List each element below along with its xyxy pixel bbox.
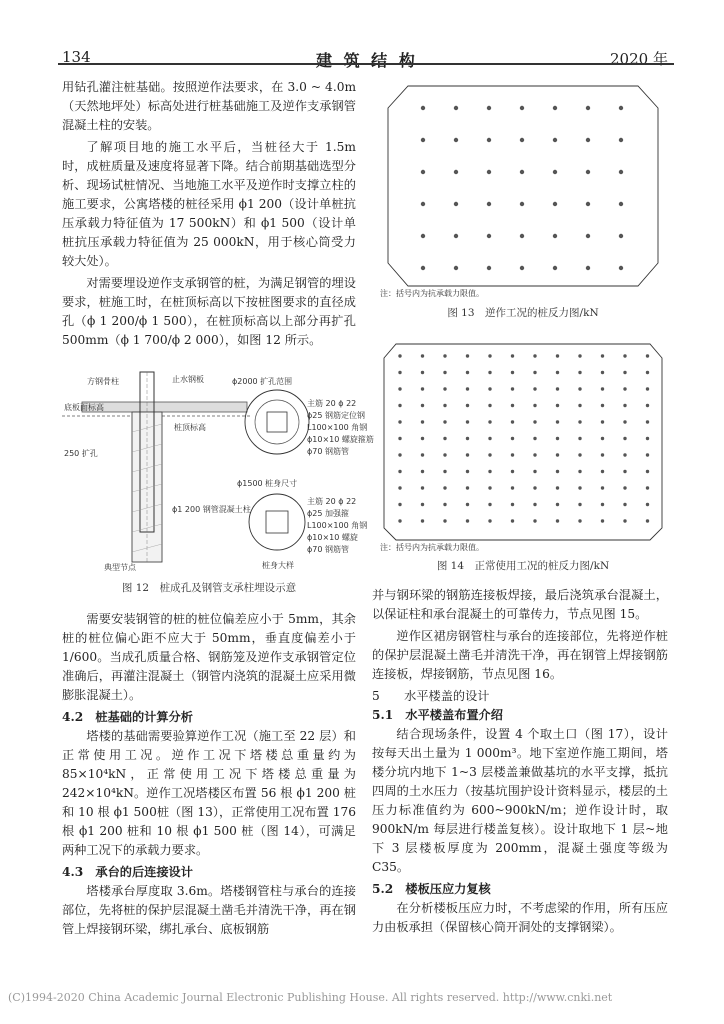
fig12-label-hole-range: ϕ2000 扩孔范围 <box>232 377 293 386</box>
pile-marker <box>511 486 514 489</box>
journal-title: 建 筑 结 构 <box>316 51 418 70</box>
pile-marker <box>488 486 491 489</box>
pile-marker <box>466 470 469 473</box>
paragraph: 塔楼的基础需要验算逆作工况（施工至 22 层）和正常使用工况。逆作工况下塔楼总重量约为 85×10⁴kN，正常使用工况下塔楼总重量为 242×10⁴kN。逆作工况塔楼区布置 56 根 ϕ1 200 桩和 10 根 ϕ1 500桩（图 13），正常使用工况布置 176 根 ϕ1 200 桩和 10 根 ϕ1 500 桩（图 14），可满足两种工况下的承载力要求。 <box>62 729 356 857</box>
pile-marker <box>398 404 401 407</box>
pile-marker <box>466 437 469 440</box>
journal-year: 2020 年 <box>610 50 668 68</box>
pile-marker <box>443 453 446 456</box>
pile-marker <box>646 486 649 489</box>
pile-marker <box>533 486 536 489</box>
paragraph: 结合现场条件，设置 4 个取土口（图 17），设计按每天出土量为 1 000m³。地下室逆作施工期间，塔楼分坑内地下 1~3 层楼盖兼做基坑的水平支撑，抵抗四周的土水压力（按基坑围护设计资料显示，楼层的土压力标准值约为 600~900kN/m；逆作设计时，取 900kN/m 每层进行楼盖复核）。设计取地下 1 层~地下 3 层楼板厚度为 200mm，混凝土强度等级为 C35。 <box>372 727 668 874</box>
pile-marker <box>454 202 458 206</box>
pile-marker <box>623 404 626 407</box>
pile-marker <box>586 202 590 206</box>
fig14-note: 注：括号内为抗承载力限值。 <box>380 543 484 552</box>
pile-marker <box>533 437 536 440</box>
pile-marker <box>454 106 458 110</box>
paragraph: 在分析楼板压应力时，不考虑梁的作用，所有压应力由板承担（保留核心筒开洞处的支撑钢梁）。 <box>372 901 668 934</box>
pile-marker <box>646 404 649 407</box>
fig12-label-steel-tube-column: ϕ1 200 钢管混凝土柱 <box>172 505 251 514</box>
pile-marker <box>586 106 590 110</box>
pile-marker <box>421 202 425 206</box>
fig12-label-angle: L100×100 角钢 <box>307 423 368 432</box>
pile-marker <box>511 503 514 506</box>
section-heading-5: 5 水平楼盖的设计 <box>372 689 490 703</box>
fig12-label-slab-level: 底板面标高 <box>64 403 104 412</box>
pile-marker <box>533 503 536 506</box>
paragraph: 需要安装钢管的桩的桩位偏差应小于 5mm，其余桩的桩位偏心距不应大于 50mm，垂直度偏差小于 1/600。当成孔质量合格、钢筋笼及逆作支承钢管定位准确后，再灌注混凝土（钢管内浇筑的混凝土应采用微膨胀混凝土）。 <box>62 612 356 702</box>
pile-marker <box>619 234 623 238</box>
pile-marker <box>601 354 604 357</box>
pile-marker <box>646 503 649 506</box>
paragraph: 逆作区裙房钢管柱与承台的连接部位，先将逆作桩的保护层混凝土凿毛并清洗干净，再在钢管上焊接钢筋连接板，焊接钢筋，节点见图 16。 <box>372 629 668 681</box>
pile-marker <box>578 420 581 423</box>
pile-marker <box>646 354 649 357</box>
pile-marker <box>601 420 604 423</box>
footer-text: (C)1994-2020 China Academic Journal Electronic Publishing House. All rights reserved. http://www.cnki.net <box>8 991 613 1004</box>
pile-marker <box>578 486 581 489</box>
pile-marker <box>578 371 581 374</box>
paragraph: 塔楼承台厚度取 3.6m。塔楼钢管柱与承台的连接部位，先将桩的保护层混凝土凿毛并清洗干净，再在钢管上焊接钢环梁，绑扎承台、底板钢筋 <box>62 884 356 936</box>
pile-marker <box>466 371 469 374</box>
page-number: 134 <box>62 48 91 66</box>
pile-marker <box>578 387 581 390</box>
pile-marker <box>619 266 623 270</box>
pile-marker <box>533 371 536 374</box>
pile-marker <box>520 266 524 270</box>
pile-marker <box>443 437 446 440</box>
pile-marker <box>443 371 446 374</box>
pile-marker <box>646 371 649 374</box>
pile-marker <box>623 503 626 506</box>
pile-marker <box>488 354 491 357</box>
fig12-label-tube: ϕ70 钢筋管 <box>307 447 349 456</box>
section-heading-4-2: 4.2 桩基础的计算分析 <box>62 710 193 724</box>
fig12-label-pile-size: ϕ1500 桩身尺寸 <box>237 479 298 488</box>
pile-reaction-map-construction <box>378 78 668 300</box>
pile-marker <box>601 453 604 456</box>
header-rule <box>58 63 674 65</box>
pile-marker <box>586 234 590 238</box>
fig12-label-main-bar: 主筋 20 ϕ 22 <box>307 399 357 408</box>
pile-marker <box>398 420 401 423</box>
fig12-label-pile-top: 桩顶标高 <box>174 423 206 432</box>
pile-marker <box>623 519 626 522</box>
pile-marker <box>553 138 557 142</box>
fig12-label-spiral-2: ϕ10×10 螺旋 <box>307 533 358 542</box>
pile-marker <box>623 453 626 456</box>
pile-reaction-map-service <box>378 336 668 552</box>
pile-marker <box>623 387 626 390</box>
pile-marker <box>466 486 469 489</box>
pile-marker <box>466 453 469 456</box>
pile-marker <box>556 519 559 522</box>
pile-marker <box>556 404 559 407</box>
pile-marker <box>578 470 581 473</box>
pile-marker <box>421 437 424 440</box>
pile-marker <box>398 354 401 357</box>
pile-marker <box>601 503 604 506</box>
pile-marker <box>623 420 626 423</box>
pile-marker <box>553 266 557 270</box>
pile-marker <box>578 354 581 357</box>
pile-marker <box>553 106 557 110</box>
section-heading-5-2: 5.2 楼板压应力复核 <box>372 882 491 896</box>
pile-marker <box>520 202 524 206</box>
fig12-label-r: 250 扩孔 <box>64 449 98 458</box>
pile-marker <box>646 387 649 390</box>
pile-marker <box>601 404 604 407</box>
pile-marker <box>443 519 446 522</box>
pile-marker <box>646 420 649 423</box>
pile-marker <box>421 453 424 456</box>
pile-marker <box>601 371 604 374</box>
pile-marker <box>487 234 491 238</box>
fig12-label-spiral: ϕ10×10 螺旋箍筋 <box>307 435 374 444</box>
pile-marker <box>466 503 469 506</box>
pile-marker <box>454 170 458 174</box>
pile-marker <box>398 371 401 374</box>
pile-marker <box>421 404 424 407</box>
pile-marker <box>487 138 491 142</box>
pile-marker <box>443 503 446 506</box>
pile-marker <box>520 106 524 110</box>
pile-marker <box>398 453 401 456</box>
fig12-label-waterstop: 止水钢板 <box>172 375 204 384</box>
pile-marker <box>511 354 514 357</box>
pile-marker <box>619 170 623 174</box>
fig12-label-main-bar-2: 主筋 20 ϕ 22 <box>307 497 357 506</box>
pile-marker <box>398 486 401 489</box>
pile-marker <box>556 453 559 456</box>
pile-marker <box>553 202 557 206</box>
pile-marker <box>556 387 559 390</box>
pile-marker <box>443 486 446 489</box>
pile-marker <box>421 387 424 390</box>
pile-marker <box>553 170 557 174</box>
pile-marker <box>421 503 424 506</box>
fig12-label-typical-node: 典型节点 <box>104 563 136 572</box>
pile-marker <box>511 470 514 473</box>
pile-marker <box>533 404 536 407</box>
pile-marker <box>578 453 581 456</box>
pile-marker <box>421 170 425 174</box>
left-column-bottom <box>62 610 356 942</box>
pile-marker <box>601 387 604 390</box>
pile-marker <box>421 519 424 522</box>
pile-marker <box>421 234 425 238</box>
pile-marker <box>487 202 491 206</box>
figure-13-caption: 图 13 逆作工况的桩反力图/kN <box>447 307 599 319</box>
pile-marker <box>556 371 559 374</box>
left-column-top <box>62 78 356 353</box>
pile-marker <box>646 437 649 440</box>
pile-marker <box>443 354 446 357</box>
fig12-label-locating-bar: ϕ25 钢筋定位钢 <box>307 411 365 420</box>
pile-marker <box>553 234 557 238</box>
pile-marker <box>511 519 514 522</box>
fig12-label-angle-2: L100×100 角钢 <box>307 521 368 530</box>
pile-marker <box>619 138 623 142</box>
pile-dots <box>398 354 649 522</box>
pile-marker <box>454 234 458 238</box>
pile-marker <box>578 519 581 522</box>
pile-marker <box>578 437 581 440</box>
pile-marker <box>421 266 425 270</box>
pile-marker <box>398 387 401 390</box>
pile-marker <box>488 519 491 522</box>
pile-marker <box>533 354 536 357</box>
pile-marker <box>421 420 424 423</box>
pile-marker <box>398 519 401 522</box>
fig12-label-pile-detail: 桩身大样 <box>262 561 294 570</box>
pile-dots <box>421 106 623 270</box>
figure-14-caption: 图 14 正常使用工况的桩反力图/kN <box>436 560 610 572</box>
pile-marker <box>487 266 491 270</box>
pile-marker <box>511 404 514 407</box>
fig13-note: 注：括号内为抗承载力限值。 <box>380 289 484 298</box>
pile-marker <box>398 437 401 440</box>
pile-marker <box>511 453 514 456</box>
pile-marker <box>556 420 559 423</box>
fig12-label-tube-2: ϕ70 钢筋管 <box>307 545 349 554</box>
pile-marker <box>466 420 469 423</box>
pile-marker <box>487 106 491 110</box>
pile-marker <box>488 453 491 456</box>
pile-marker <box>623 354 626 357</box>
pile-marker <box>421 371 424 374</box>
pile-marker <box>421 470 424 473</box>
figure-14 <box>378 336 668 552</box>
pile-marker <box>520 234 524 238</box>
pile-marker <box>398 503 401 506</box>
pile-marker <box>421 486 424 489</box>
fig12-label-stiffener: ϕ25 加强箍 <box>307 509 349 518</box>
pile-marker <box>511 437 514 440</box>
section-heading-4-3: 4.3 承台的后连接设计 <box>62 865 193 879</box>
pile-marker <box>421 138 425 142</box>
pile-marker <box>556 354 559 357</box>
pile-marker <box>454 138 458 142</box>
pile-marker <box>646 470 649 473</box>
pile-marker <box>601 437 604 440</box>
pile-marker <box>586 138 590 142</box>
pile-diagram <box>62 372 374 574</box>
pile-marker <box>556 486 559 489</box>
pile-marker <box>488 503 491 506</box>
pile-marker <box>646 453 649 456</box>
pile-marker <box>454 266 458 270</box>
pile-marker <box>421 354 424 357</box>
pile-marker <box>488 420 491 423</box>
pile-marker <box>466 519 469 522</box>
pile-marker <box>421 106 425 110</box>
pile-marker <box>511 420 514 423</box>
fig12-label-steel-column: 方钢骨柱 <box>87 377 119 386</box>
pile-marker <box>511 371 514 374</box>
pile-marker <box>398 470 401 473</box>
pile-marker <box>556 437 559 440</box>
pile-marker <box>488 404 491 407</box>
pile-marker <box>586 266 590 270</box>
pile-marker <box>466 404 469 407</box>
pile-marker <box>533 420 536 423</box>
paragraph: 并与钢环梁的钢筋连接板焊接，最后浇筑承台混凝土，以保证柱和承台混凝土的可靠传力，节点见图 15。 <box>372 588 668 621</box>
pile-marker <box>623 470 626 473</box>
pile-marker <box>466 387 469 390</box>
pile-marker <box>488 470 491 473</box>
pile-marker <box>601 486 604 489</box>
figure-12-caption: 图 12 桩成孔及钢管支承柱埋设示意 <box>121 582 297 594</box>
pile-marker <box>488 371 491 374</box>
pile-marker <box>511 387 514 390</box>
pile-marker <box>623 486 626 489</box>
pile-marker <box>533 519 536 522</box>
pile-marker <box>488 437 491 440</box>
pile-marker <box>487 170 491 174</box>
paragraph: 了解项目地的施工水平后，当桩径大于 1.5m 时，成桩质量及速度将显著下降。结合前期基础选型分析、现场试桩情况、当地施工水平及逆作时支撑立柱的施工要求，公寓塔楼的桩径采用 ϕ1 200（设计单桩抗压承载力特征值为 17 500kN）和 ϕ1 500（设计单桩抗压承载力特征值为 25 000kN，用于核心筒受力较大处）。 <box>62 140 356 268</box>
pile-marker <box>520 138 524 142</box>
pile-marker <box>443 404 446 407</box>
pile-marker <box>586 170 590 174</box>
pile-marker <box>556 503 559 506</box>
pile-marker <box>601 519 604 522</box>
pile-marker <box>578 503 581 506</box>
figure-13 <box>378 78 668 300</box>
pile-marker <box>533 453 536 456</box>
pile-marker <box>533 387 536 390</box>
pile-marker <box>533 470 536 473</box>
pile-marker <box>488 387 491 390</box>
paragraph: 用钻孔灌注桩基础。按照逆作法要求，在 3.0 ~ 4.0m（天然地坪处）标高处进行桩基础施工及逆作支承钢管混凝土柱的安装。 <box>62 80 356 132</box>
pile-marker <box>623 371 626 374</box>
pile-marker <box>556 470 559 473</box>
right-column-bottom <box>372 586 668 940</box>
section-heading-5-1: 5.1 水平楼盖布置介绍 <box>372 708 503 722</box>
pile-marker <box>443 420 446 423</box>
pile-marker <box>646 519 649 522</box>
pile-marker <box>578 404 581 407</box>
figure-12 <box>62 372 374 574</box>
pile-marker <box>443 387 446 390</box>
pile-marker <box>623 437 626 440</box>
pile-marker <box>601 470 604 473</box>
pile-marker <box>619 202 623 206</box>
pile-marker <box>466 354 469 357</box>
pile-marker <box>520 170 524 174</box>
pile-marker <box>619 106 623 110</box>
paragraph: 对需要埋设逆作支承钢管的桩，为满足钢管的埋设要求，桩施工时，在桩顶标高以下按桩图要求的直径成孔（ϕ 1 200/ϕ 1 500），在桩顶标高以上部分再扩孔 500mm（ϕ 1 700/ϕ 2 000），如图 12 所示。 <box>62 276 356 347</box>
pile-marker <box>443 470 446 473</box>
